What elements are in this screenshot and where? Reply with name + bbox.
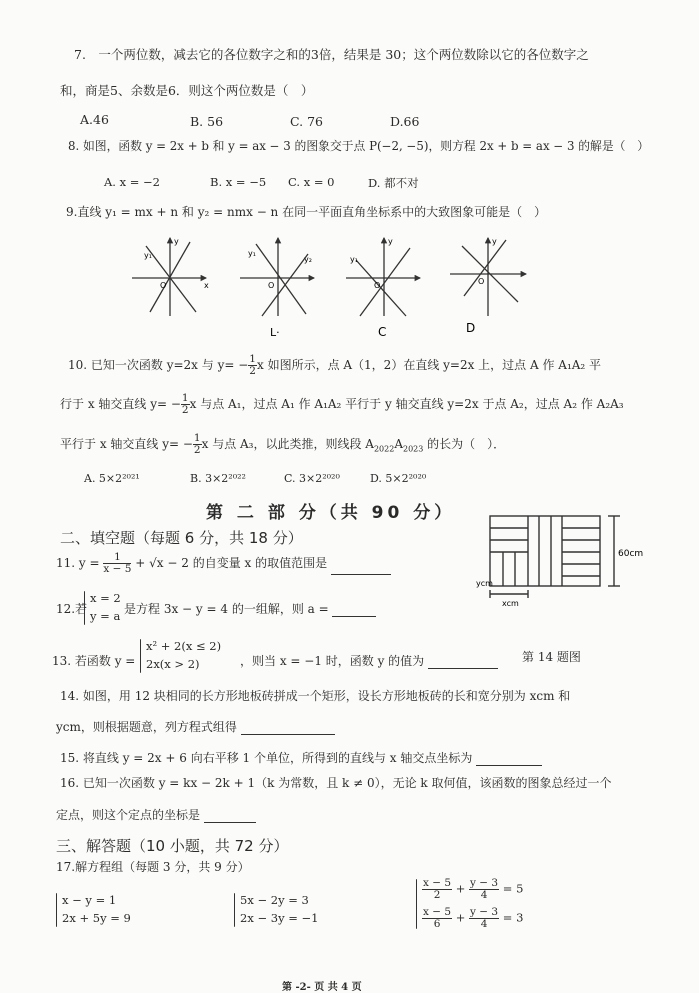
figure-14-x-label: xcm: [502, 599, 519, 608]
graph-a-o-label: O: [160, 281, 167, 290]
graph-d: [450, 238, 526, 316]
question-7-line-1: 7. 一个两位数，减去它的各位数字之和的3倍，结果是 30；这个两位数除以它的各位数字之: [74, 47, 589, 62]
graph-c-y-label: y: [388, 237, 393, 246]
fraction-half: $\frac{1}{2}$: [181, 392, 189, 417]
question-10-line-2: 行于 x 轴交直线 y= − $\frac{1}{2}$ x 与点 A₁，过点 A₁ 作 A₁A₂ 平行于 y 轴交直线 y=2x 于点 A₂，过点 A₂ 作 A₂A₃: [60, 392, 624, 417]
figure-14-y-label: ycm: [476, 579, 493, 588]
question-17-system-2: 5x − 2y = 3 2x − 3y = −1: [240, 892, 318, 928]
graph-c: [346, 238, 420, 316]
question-12-answer-blank[interactable]: [332, 604, 376, 617]
question-13-prefix: 13. 若函数 y =: [52, 654, 136, 668]
question-14-line-2: ycm，则根据题意，列方程式组得: [56, 718, 335, 735]
graph-c-label: C: [378, 325, 387, 339]
question-15: 15. 将直线 y = 2x + 6 向右平移 1 个单位，所得到的直线与 x 轴交点坐标为: [60, 749, 542, 766]
question-10-option-d: D. 5×2²⁰²⁰: [370, 472, 427, 485]
graph-a: [132, 238, 206, 316]
question-17-system-3: $\frac{x - 5}{2}$ + $\frac{y - 3}{4}$ = 5 $\frac{x - 5}{6}$ + $\frac{y - 3}{4}$ = 3: [422, 878, 523, 930]
question-7-line-2: 和，商是5、余数是6．则这个两位数是（ ）: [60, 83, 314, 98]
part-2-title: 第 二 部 分（共 90 分）: [206, 503, 456, 523]
question-7-option-b: B. 56: [190, 114, 224, 129]
page-footer: 第 -2- 页 共 4 页: [282, 982, 362, 993]
question-14-answer-blank[interactable]: [241, 722, 335, 735]
question-8-option-a: A. x = −2: [104, 175, 161, 189]
fill-in-section-header: 二、填空题（每题 6 分，共 18 分）: [60, 529, 303, 547]
question-12-prefix: 12.若: [56, 602, 88, 616]
fraction: $\frac{1}{x - 5}$: [103, 551, 132, 576]
question-11-answer-blank[interactable]: [331, 562, 391, 575]
graph-b-y1-label: y₁: [248, 249, 256, 258]
graph-d-o-label: O: [478, 277, 485, 286]
graph-b-y2-label: y₂: [304, 255, 312, 264]
graph-a-y-label: y: [174, 237, 179, 246]
question-9-graphs: [120, 232, 540, 340]
question-17-title: 17.解方程组（每题 3 分，共 9 分）: [56, 860, 250, 874]
question-15-answer-blank[interactable]: [476, 753, 542, 766]
question-17-system-1: x − y = 1 2x + 5y = 9: [62, 892, 131, 928]
question-8-option-d: D. 都不对: [368, 176, 419, 190]
solve-section-header: 三、解答题（10 小题，共 72 分）: [56, 837, 289, 855]
figure-14-diagram: [478, 510, 654, 610]
question-10-option-a: A. 5×2²⁰²¹: [84, 472, 140, 485]
question-13-suffix: ，则当 x = −1 时，函数 y 的值为: [240, 652, 498, 669]
graph-c-y1-label: y₁: [350, 255, 358, 264]
figure-14-caption: 第 14 题图: [522, 650, 581, 664]
question-8-option-c: C. x = 0: [288, 175, 335, 189]
question-12-suffix: 是方程 3x − y = 4 的一组解，则 a =: [124, 600, 376, 617]
question-10-line-1: 10. 已知一次函数 y=2x 与 y= − $\frac{1}{2}$ x 如图所示，点 A（1，2）在直线 y=2x 上，过点 A 作 A₁A₂ 平: [68, 353, 602, 378]
question-9-stem: 9.直线 y₁ = mx + n 和 y₂ = nmx − n 在同一平面直角坐标系中的大致图象可能是（ ）: [66, 205, 547, 219]
figure-14-height-label: 60cm: [618, 549, 644, 559]
question-10-option-b: B. 3×2²⁰²²: [190, 472, 246, 485]
fraction-half: $\frac{1}{2}$: [249, 353, 256, 378]
question-7-option-a: A.46: [80, 112, 109, 127]
question-13-answer-blank[interactable]: [428, 656, 498, 669]
question-14-line-1: 14. 如图，用 12 块相同的长方形地板砖拼成一个矩形，设长方形地板砖的长和宽分别为 xcm 和: [60, 689, 571, 703]
graph-b-o-label: O: [268, 281, 275, 290]
question-12-system: x = 2 y = a: [90, 590, 121, 626]
question-16-line-2: 定点，则这个定点的坐标是: [56, 806, 256, 823]
graph-a-x-label: x: [204, 281, 209, 290]
question-16-answer-blank[interactable]: [204, 810, 256, 823]
question-16-line-1: 16. 已知一次函数 y = kx − 2k + 1（k 为常数，且 k ≠ 0），无论 k 取何值，该函数的图象总经过一个: [60, 776, 612, 790]
question-8-stem: 8. 如图，函数 y = 2x + b 和 y = ax − 3 的图象交于点 P(−2, −5)，则方程 2x + b = ax − 3 的解是（ ）: [68, 139, 650, 153]
graph-c-o-label: O: [374, 281, 381, 290]
graph-b-label: L·: [270, 326, 280, 339]
question-7-option-d: D.66: [390, 114, 420, 129]
question-8-option-b: B. x = −5: [210, 175, 267, 189]
question-10-line-3: 平行于 x 轴交直线 y= − $\frac{1}{2}$ x 与点 A₃，以此类推，则线段 $A_{2022}A_{2023}$ 的长为（ ）．: [60, 432, 506, 457]
question-11: 11. y = $\frac{1}{x - 5}$ + √x − 2 的自变量 x 的取值范围是: [56, 552, 391, 575]
question-7-option-c: C. 76: [290, 114, 323, 129]
question-10-option-c: C. 3×2²⁰²⁰: [284, 472, 340, 485]
fraction-half: $\frac{1}{2}$: [193, 432, 201, 457]
graph-d-y-label: y: [492, 237, 497, 246]
graph-a-y1-label: y₁: [144, 251, 152, 260]
question-13-piecewise: x² + 2(x ≤ 2) 2x(x > 2): [146, 638, 221, 674]
graph-d-label: D: [466, 321, 476, 335]
